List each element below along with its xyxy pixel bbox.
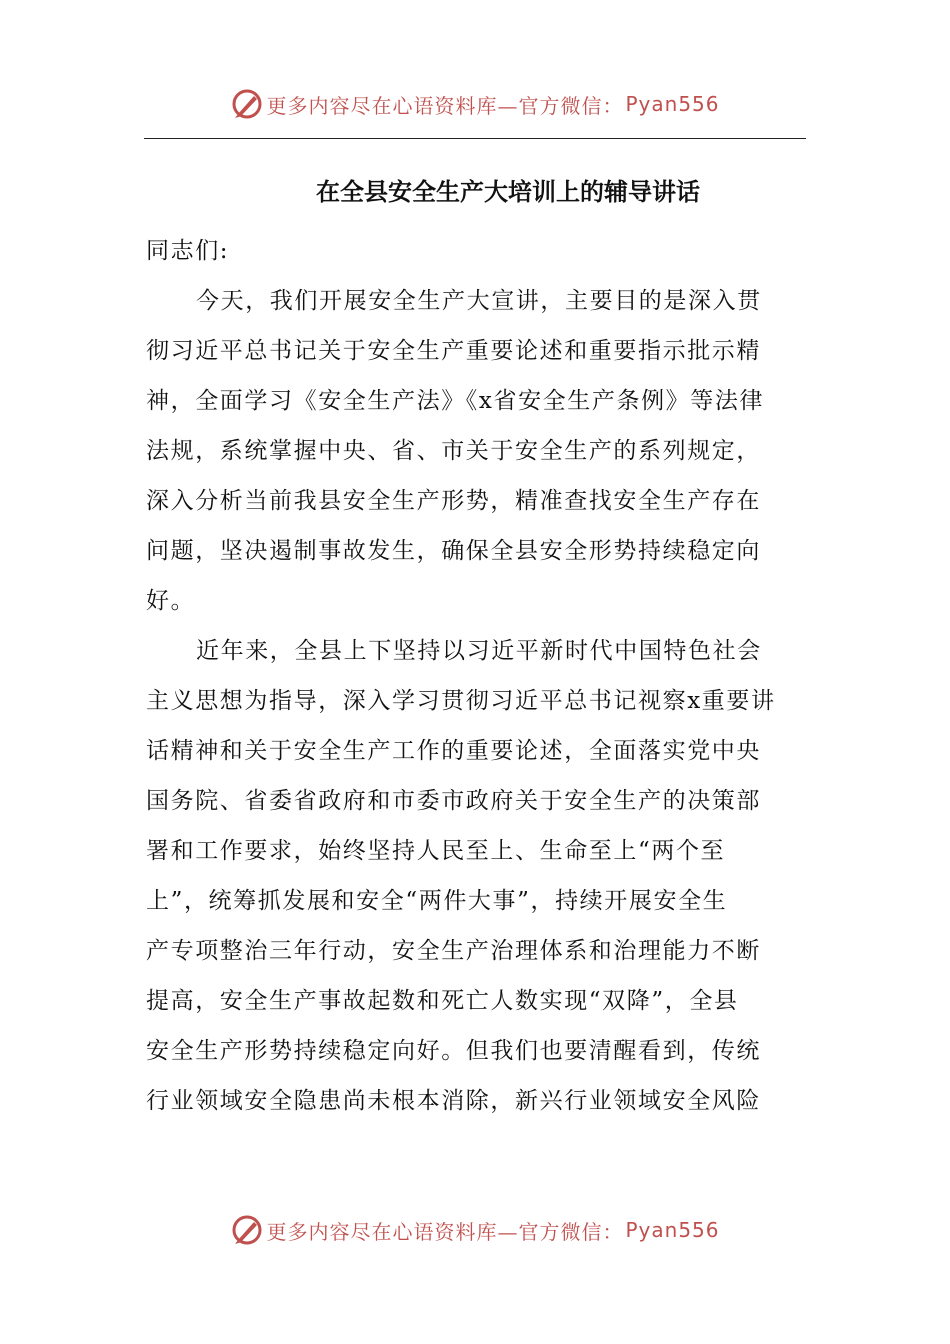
document-body [146, 226, 806, 1126]
paragraph-line: 问题，坚决遏制事故发生，确保全县安全形势持续稳定向 [146, 538, 761, 564]
paragraph-line: 今天，我们开展安全生产大宣讲，主要目的是深入贯 [196, 288, 762, 314]
paragraph-line: 神，全面学习《安全生产法》《x省安全生产条例》等法律 [146, 388, 765, 414]
pen-logo-icon [230, 87, 264, 121]
paragraph-line: 提高，安全生产事故起数和死亡人数实现“双降”，全县 [146, 988, 739, 1014]
paragraph-line: 近年来，全县上下坚持以习近平新时代中国特色社会 [196, 638, 762, 664]
watermark-brand: Pyan556 [625, 92, 720, 116]
pen-logo-icon [230, 1213, 264, 1247]
paragraph-line: 好。 [146, 588, 196, 614]
paragraph-1 [146, 276, 806, 626]
document-title: 在全县安全生产大培训上的辅导讲话 [316, 178, 700, 206]
footer-watermark [0, 1210, 950, 1250]
paragraph-line: 署和工作要求，始终坚持人民至上、生命至上“两个至 [146, 838, 726, 864]
paragraph-line: 深入分析当前我县安全生产形势，精准查找安全生产存在 [146, 488, 761, 514]
paragraph-2 [146, 626, 806, 1126]
paragraph-line: 行业领域安全隐患尚未根本消除，新兴行业领域安全风险 [146, 1088, 761, 1114]
header-divider [144, 138, 806, 139]
paragraph-line: 彻习近平总书记关于安全生产重要论述和重要指示批示精 [146, 338, 761, 364]
paragraph-line: 国务院、省委省政府和市委市政府关于安全生产的决策部 [146, 788, 761, 814]
salutation: 同志们: [146, 238, 230, 264]
paragraph-line: 安全生产形势持续稳定向好。但我们也要清醒看到，传统 [146, 1038, 761, 1064]
paragraph-line: 产专项整治三年行动，安全生产治理体系和治理能力不断 [146, 938, 761, 964]
paragraph-line: 法规，系统掌握中央、省、市关于安全生产的系列规定， [146, 438, 761, 464]
paragraph-line: 主义思想为指导，深入学习贯彻习近平总书记视察x重要讲 [146, 688, 776, 714]
header-watermark [0, 84, 950, 124]
paragraph-line: 上”，统筹抓发展和安全“两件大事”，持续开展安全生 [146, 888, 728, 914]
watermark-brand: Pyan556 [625, 1218, 720, 1242]
watermark-text: 更多内容尽在心语资料库—官方微信： [266, 1219, 624, 1244]
watermark-text: 更多内容尽在心语资料库—官方微信： [266, 93, 624, 118]
paragraph-line: 话精神和关于安全生产工作的重要论述，全面落实党中央 [146, 738, 761, 764]
